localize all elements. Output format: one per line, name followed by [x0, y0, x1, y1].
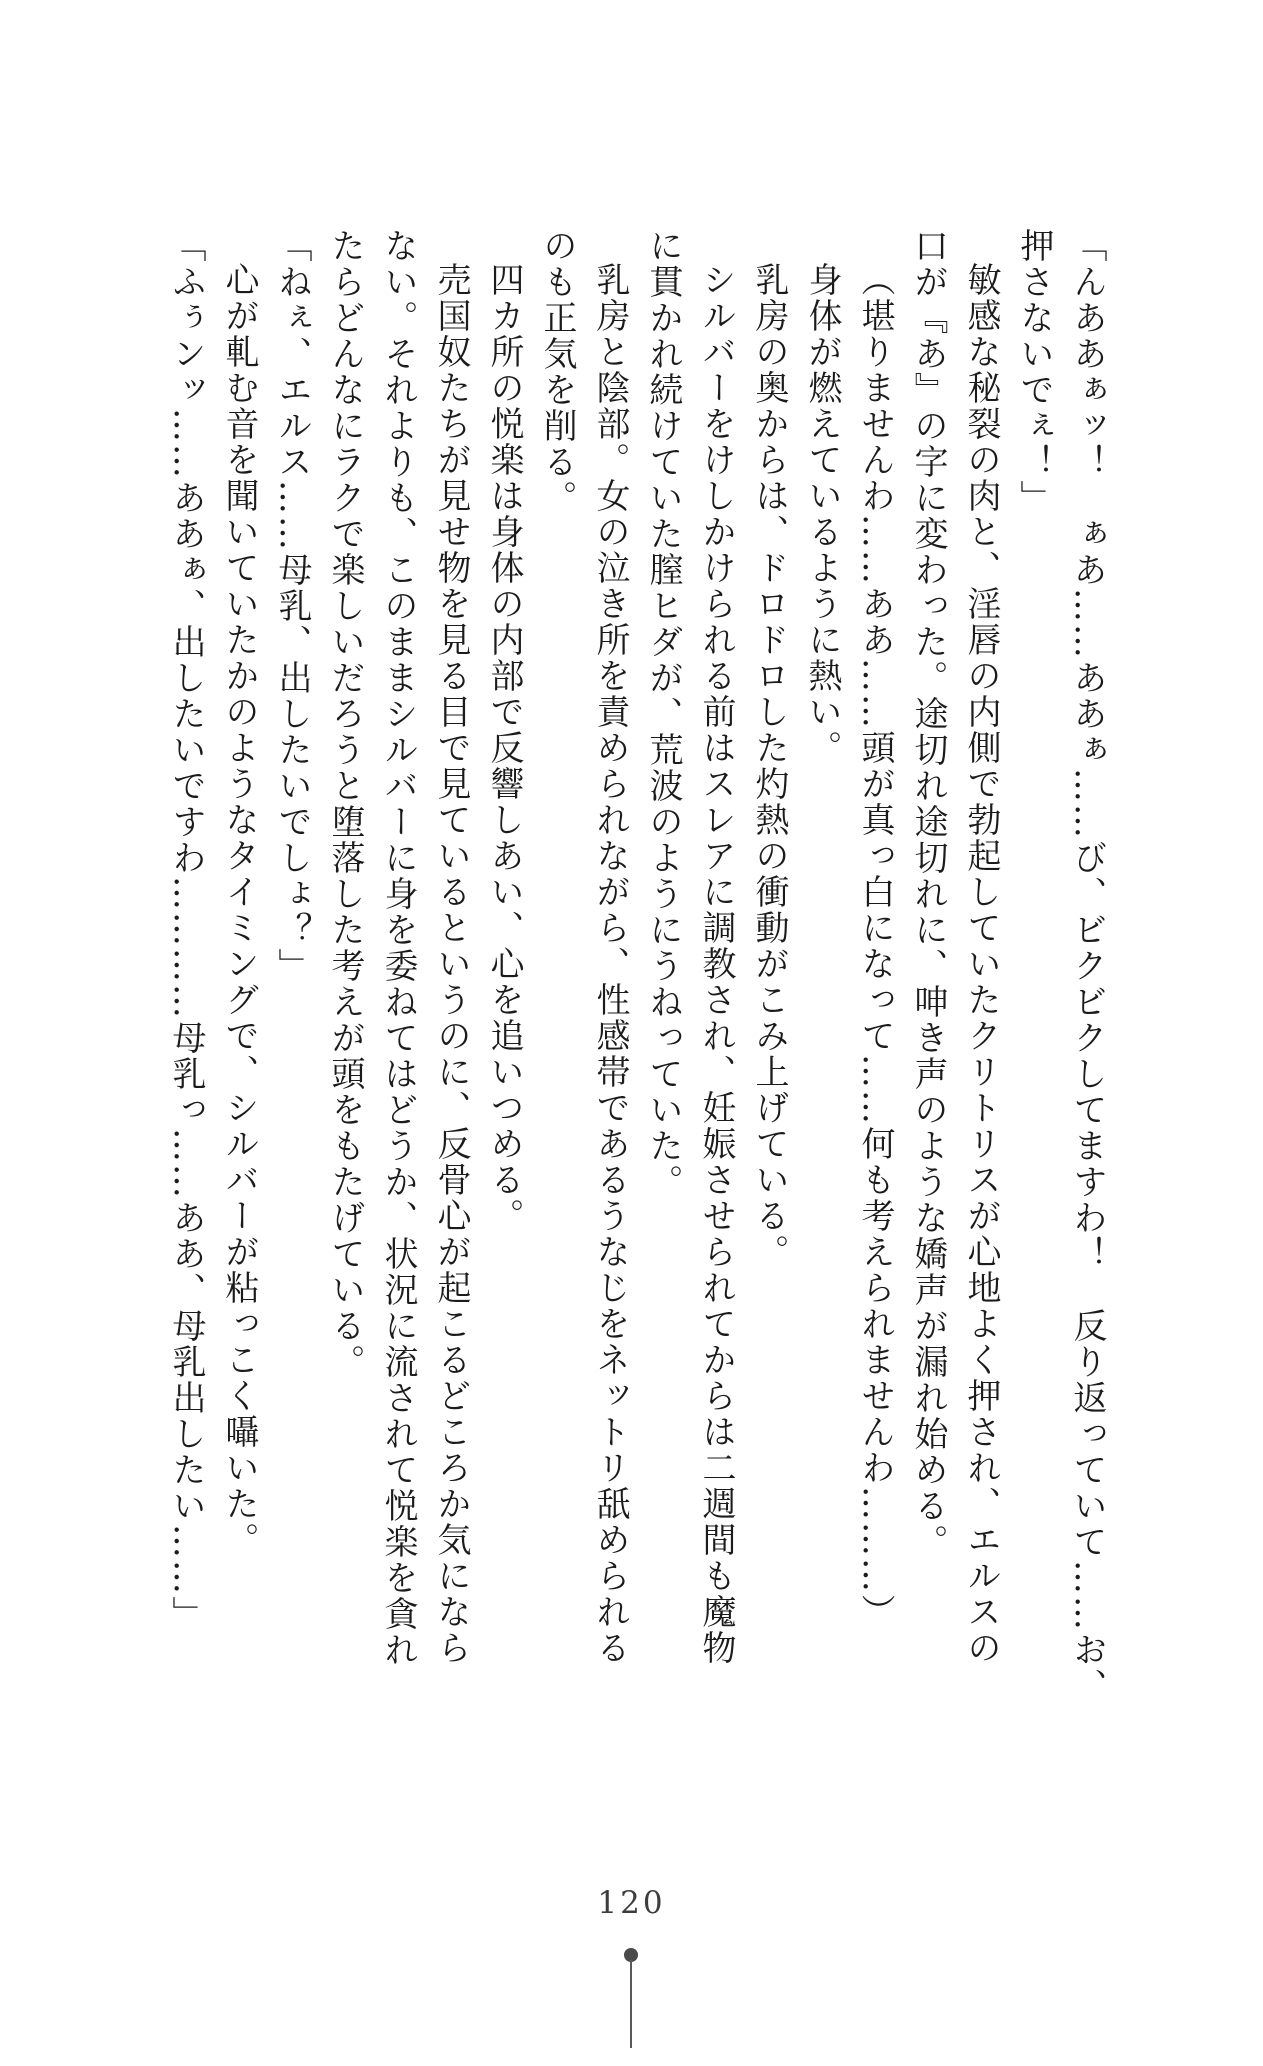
text-line: ない。それよりも、このままシルバーに身を委ねてはどうか、状況に流されて悦楽を貪れ: [378, 228, 418, 1668]
text-block: [159, 228, 1113, 1718]
text-line: 「んああぁッ！ ぁあ……ああぁ……び、ビクビクしてますわ！ 反り返っていて……お、: [1067, 228, 1107, 1704]
text-line: 心が軋む音を聞いていたかのようなタイミングで、シルバーが粘っこく囁いた。: [219, 262, 259, 1558]
text-line: シルバーをけしかけられる前はスレアに調教され、妊娠させられてからは二週間も魔物: [696, 262, 736, 1666]
page-number: 120: [597, 1885, 666, 1921]
text-line: 押さないでぇ！」: [1014, 228, 1054, 516]
text-line: （堪りませんわ……ああ……頭が真っ白になって……何も考えられませんわ………）: [855, 262, 895, 1630]
text-line: 口が『あ』の字に変わった。途切れ途切れに、呻き声のような嬌声が漏れ始める。: [908, 228, 948, 1560]
page-footer: [0, 1880, 1263, 2066]
text-line: 売国奴たちが見せ物を見る目で見ているというのに、反骨心が起こるどころか気になら: [431, 262, 471, 1666]
text-line: 四カ所の悦楽は身体の内部で反響しあい、心を追いつめる。: [484, 262, 524, 1234]
text-line: たらどんなにラクで楽しいだろうと堕落した考えが頭をもたげている。: [325, 228, 365, 1380]
footer-vertical-rule: [630, 1960, 632, 2048]
text-line: 「ふぅンッ……ああぁ、出したいですわ…………母乳っ……ああ、母乳出したい……」: [166, 228, 206, 1632]
text-line: に貫かれ続けていた膣ヒダが、荒波のようにうねっていた。: [643, 228, 683, 1200]
text-line: 「ねぇ、エルス……母乳、出したいでしょ？」: [272, 228, 312, 984]
text-line: のも正気を削る。: [537, 228, 577, 516]
text-line: 乳房の奥からは、ドロドロした灼熱の衝動がこみ上げている。: [749, 262, 789, 1270]
text-line: 身体が燃えているように熱い。: [802, 262, 842, 766]
text-line: 敏感な秘裂の肉と、淫唇の内側で勃起していたクリトリスが心地よく押され、エルスの: [961, 262, 1001, 1666]
text-line: 乳房と陰部。女の泣き所を責められながら、性感帯であるうなじをネットリ舐められる: [590, 262, 630, 1666]
